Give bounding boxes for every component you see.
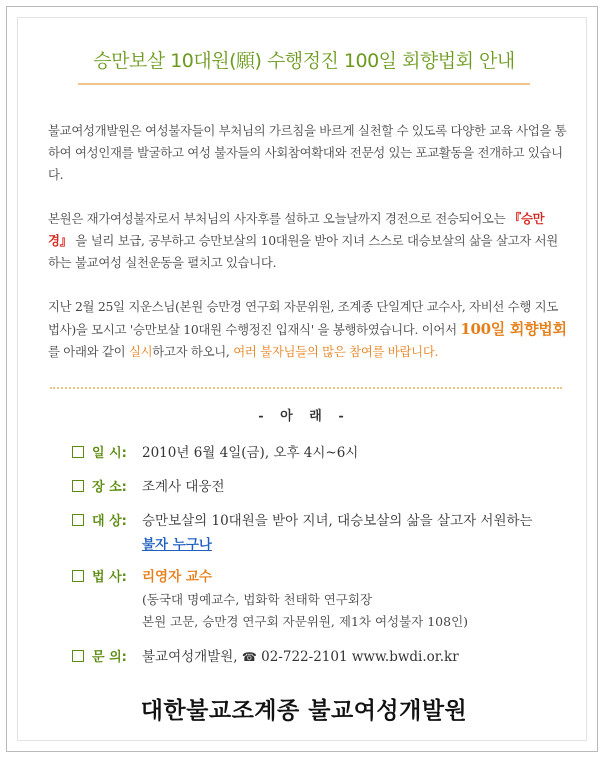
checkbox-square-icon	[72, 446, 84, 458]
mission-paragraph	[48, 208, 568, 274]
audience-link[interactable]: 불자 누구나	[142, 537, 212, 553]
detail-value: 승만보살의 10대원을 받아 지녀, 대승보살의 삶을 살고자 서원하는	[142, 513, 533, 529]
detail-value: 조계사 대웅전	[142, 479, 225, 495]
invitation-highlight: 여러 불자님들의 많은 참여를 바랍니다.	[233, 344, 439, 359]
event-paragraph	[48, 296, 568, 363]
event-name-highlight: 100일 회향법회	[460, 320, 567, 338]
checkbox-square-icon	[72, 650, 84, 662]
detail-value: 2010년 6월 4일(금), 오후 4시~6시	[142, 445, 359, 461]
event-action-highlight: 실시	[128, 344, 153, 359]
speaker-credentials-1: (동국대 명예교수, 법화학 천태학 연구회장	[142, 592, 373, 607]
checkbox-square-icon	[72, 480, 84, 492]
speaker-credentials-2: 본원 고문, 승만경 연구회 자문위원, 제1차 여성불자 108인)	[142, 614, 469, 629]
title-underline	[78, 83, 530, 85]
page-title: 승만보살 10대원(願) 수행정진 100일 회향법회 안내	[93, 50, 515, 72]
mission-text-b: 을 널리 보급, 공부하고 승만보살의 10대원을 받아 지녀 스스로 대승보살의 삶을 살고자 서원하는 불교여성 실천운동을 펼치고 있습니다.	[48, 233, 558, 270]
detail-row-speaker	[72, 566, 212, 589]
checkbox-square-icon	[72, 570, 84, 582]
detail-label: 대 상:	[72, 511, 142, 533]
detail-row-place	[72, 476, 225, 499]
detail-row-date	[72, 442, 358, 465]
detail-label: 법 사:	[72, 567, 142, 589]
detail-label: 일 시:	[72, 443, 142, 465]
notice-frame	[6, 6, 598, 752]
event-text-c: 하고자 하오니,	[152, 344, 234, 359]
checkbox-square-icon	[72, 514, 84, 526]
mission-text-a: 본원은 재가여성불자로서 부처님의 사자후를 설하고 오늘날까지 경전으로 전승되어오는	[48, 211, 509, 226]
notice-heading: - 아 래 -	[258, 409, 350, 424]
intro-paragraph: 불교여성개발원은 여성불자들이 부처님의 가르침을 바르게 실천할 수 있도록 다양한 교육 사업을 통하여 여성인재를 발굴하고 여성 불자들의 사회참여확대와 전문성 있는 포교활동을 전개하고 있습니다.	[48, 123, 567, 182]
detail-row-contact	[72, 646, 459, 669]
event-text-a: 지난 2월 25일 지운스님(본원 승만경 연구회 자문위원, 조계종 단일계단 교수사, 자비선 수행 지도법사)을 모시고 '승만보살 10대원 수행정진 입재식' 을 봉행하였습니다. 이어서	[48, 299, 558, 337]
detail-row-audience	[72, 510, 533, 533]
contact-phone-web: 02-722-2101 www.bwdi.or.kr	[261, 649, 459, 665]
sutra-title: 『승만경』	[48, 211, 545, 248]
detail-label: 장 소:	[72, 477, 142, 499]
detail-label: 문 의:	[72, 647, 142, 669]
phone-icon: ☎	[241, 650, 257, 664]
contact-org: 불교여성개발원,	[142, 649, 238, 665]
event-text-b: 를 아래와 같이	[48, 344, 129, 359]
dotted-divider	[50, 387, 562, 389]
organization-footer: 대한불교조계종 불교여성개발원	[140, 698, 468, 724]
audience-link-row	[142, 534, 212, 556]
speaker-name: 리영자 교수	[142, 569, 212, 585]
